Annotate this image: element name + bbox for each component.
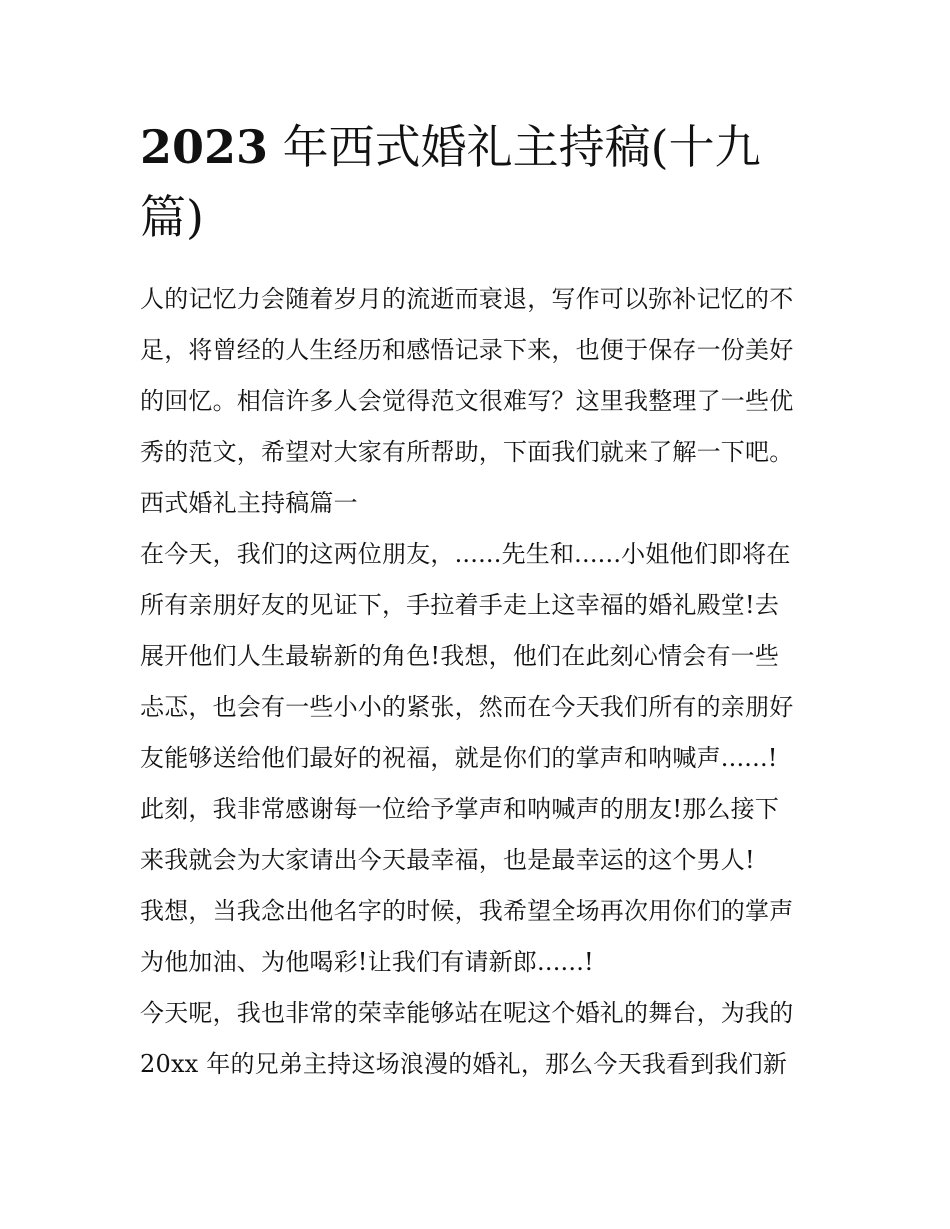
body-line: 人的记忆力会随着岁月的流逝而衰退，写作可以弥补记忆的不	[140, 285, 794, 313]
title-year: 2023	[140, 120, 269, 174]
body-line: 为他加油、为他喝彩!让我们有请新郎......!	[140, 948, 594, 976]
body-line: 在今天，我们的这两位朋友，......先生和......小姐他们即将在	[140, 540, 791, 568]
document-title	[140, 112, 815, 252]
section-heading: 西式婚礼主持稿篇一	[140, 489, 358, 517]
body-line: 我想，当我念出他名字的时候，我希望全场再次用你们的掌声	[140, 897, 794, 925]
body-line: 秀的范文，希望对大家有所帮助，下面我们就来了解一下吧。	[140, 438, 794, 466]
body-line: 的回忆。相信许多人会觉得范文很难写？这里我整理了一些优	[140, 387, 794, 415]
body-line: 今天呢，我也非常的荣幸能够站在呢这个婚礼的舞台，为我的	[140, 999, 794, 1027]
body-line: 展开他们人生最崭新的角色!我想，他们在此刻心情会有一些	[140, 642, 780, 670]
body-line: 来我就会为大家请出今天最幸福，也是最幸运的这个男人!	[140, 846, 755, 874]
document-body	[140, 274, 815, 1090]
body-line: 此刻，我非常感谢每一位给予掌声和呐喊声的朋友!那么接下	[140, 795, 780, 823]
body-line: 所有亲朋好友的见证下，手拉着手走上这幸福的婚礼殿堂!去	[140, 591, 780, 619]
title-line-1	[140, 112, 815, 182]
title-line-2: 篇)	[140, 190, 204, 244]
body-line: 20xx 年的兄弟主持这场浪漫的婚礼，那么今天我看到我们新	[140, 1050, 788, 1078]
body-line: 友能够送给他们最好的祝福，就是你们的掌声和呐喊声......!	[140, 744, 778, 772]
body-line: 忐忑，也会有一些小小的紧张，然而在今天我们所有的亲朋好	[140, 693, 794, 721]
title-text: 年西式婚礼主持稿(十九	[282, 120, 761, 174]
body-line: 足，将曾经的人生经历和感悟记录下来，也便于保存一份美好	[140, 336, 794, 364]
document-page	[140, 112, 815, 1090]
